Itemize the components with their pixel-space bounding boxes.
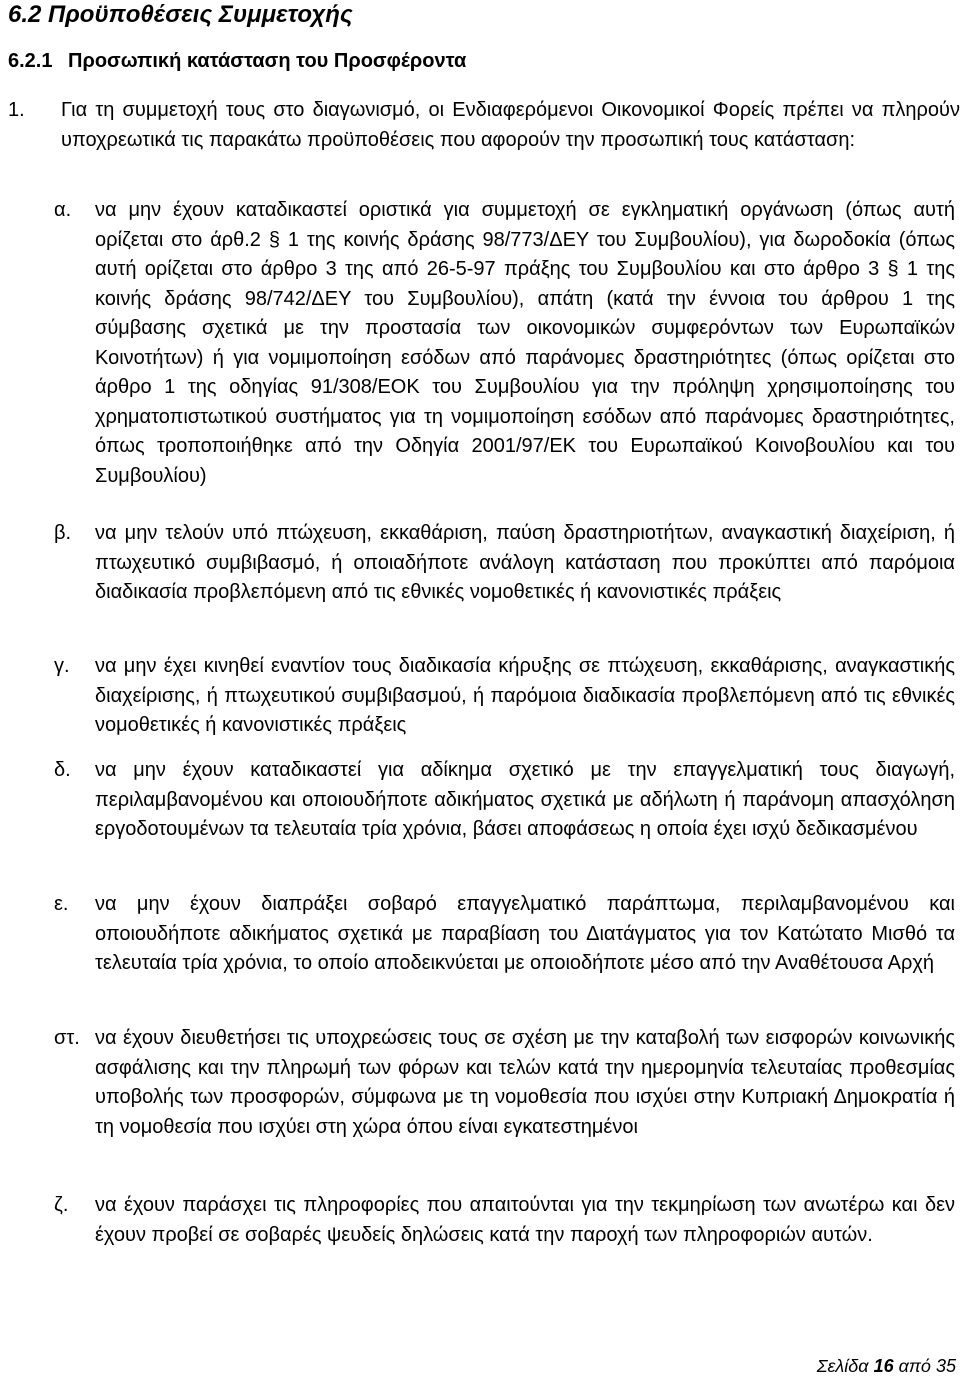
page-number: 16 [873,1356,894,1376]
section-title: Προϋποθέσεις Συμμετοχής [48,1,353,28]
list-item-marker: δ. [54,759,71,781]
of-word: από [898,1356,931,1376]
list-item-text: να μην τελούν υπό πτώχευση, εκκαθάριση, παύση δραστηριοτήτων, αναγκαστική διαχείριση, ή πτωχευτικό συμβιβασμό, ή οποιαδήποτε ανάλογη κατάσταση που προκύπτει από παρόμοια διαδικασία προβλεπόμενη από τις εθνικές νομοθετικές ή κανονιστικές πράξεις [95,522,955,603]
list-item-text: να μην έχουν καταδικαστεί οριστικά για συμμετοχή σε εγκληματική οργάνωση (όπως αυτή ορίζεται στο άρθ.2 § 1 της κοινής δράσης 98/773/ΔΕΥ του Συμβουλίου), για δωροδοκία (όπως αυτή ορίζεται στο άρθρο 3 της από 26-5-97 πράξης του Συμβουλίου και στο άρθρο 3 § 1 της κοινής δράσης 98/742/ΔΕΥ του Συμβουλίου), απάτη (κατά την έννοια του άρθρου 1 της σύμβασης σχετικά με την προστασία των οικονομικών συμφερόντων των Ευρωπαϊκών Κοινοτήτων) ή για νομιμοποίηση εσόδων από παράνομες δραστηριότητες (όπως ορίζεται στο άρθρο 1 της οδηγίας 91/308/ΕΟΚ του Συμβουλίου για την πρόληψη χρησιμοποίησης του χρηματοπιστωτικού συστήματος για τη νομιμοποίηση εσόδων από παράνομες δραστηριότητες, όπως τροποποιήθηκε από την Οδηγία 2001/97/ΕΚ του Ευρωπαϊκού Κοινοβουλίου και του Συμβουλίου) [95,199,955,487]
list-item-text: να έχουν διευθετήσει τις υποχρεώσεις τους σε σχέση με την καταβολή των εισφορών κοινωνικής ασφάλισης και την πληρωμή των φόρων και τελών κατά την ημερομηνία τελευταίας προθεσμίας υποβολής των προσφορών, σύμφωνα με τη νομοθεσία που ισχύει στην Κυπριακή Δημοκρατία ή τη νομοθεσία που ισχύει στη χώρα όπου είναι εγκατεστημένοι [95,1027,955,1138]
list-item [54,756,955,845]
section-number: 6.2 [8,1,42,28]
list-item-marker: β. [54,522,72,544]
list-item [54,196,955,491]
list-item-marker: στ. [54,1027,80,1049]
page-word: Σελίδα [816,1356,869,1376]
subsection-heading [8,47,466,75]
list-item-text: να μην έχουν καταδικαστεί για αδίκημα σχετικό με την επαγγελματική τους διαγωγή, περιλαμβανομένου και οποιουδήποτε αδικήματος σχετικά με αδήλωτη ή παράνομη απασχόληση εργοδοτουμένων τα τελευταία τρία χρόνια, βάσει αποφάσεως η οποία έχει ισχύ δεδικασμένου [95,759,955,840]
list-item [54,1191,955,1250]
subsection-title: Προσωπική κατάσταση του Προσφέροντα [68,50,467,72]
intro-marker: 1. [8,99,25,121]
intro-text: Για τη συμμετοχή τους στο διαγωνισμό, οι Ενδιαφερόμενοι Οικονομικοί Φορείς πρέπει να πληρούν υποχρεωτικά τις παρακάτω προϋποθέσεις που αφορούν την προσωπική τους κατάσταση: [61,99,960,151]
page-footer [817,1355,956,1377]
list-item-text: να μην έχει κινηθεί εναντίον τους διαδικασία κήρυξης σε πτώχευση, εκκαθάρισης, αναγκαστικής διαχείρισης, ή πτωχευτικού συμβιβασμού, ή παρόμοια διαδικασία προβλεπόμενη από τις εθνικές νομοθετικές ή κανονιστικές πράξεις [95,655,955,736]
intro-paragraph [8,96,960,155]
list-item [54,1024,955,1142]
list-item-marker: α. [54,199,72,221]
list-item-marker: ε. [54,893,69,915]
list-item-text: να έχουν παράσχει τις πληροφορίες που απαιτούνται για την τεκμηρίωση των ανωτέρω και δεν έχουν προβεί σε σοβαρές ψευδείς δηλώσεις κατά την παροχή των πληροφοριών αυτών. [95,1194,955,1246]
section-heading [8,0,353,30]
list-item-text: να μην έχουν διαπράξει σοβαρό επαγγελματικό παράπτωμα, περιλαμβανομένου και οποιουδήποτε αδικήματος σχετικά με παραβίαση του Διατάγματος για τον Κατώτατο Μισθό τα τελευταία τρία χρόνια, το οποίο αποδεικνύεται με οποιοδήποτε μέσο από την Αναθέτουσα Αρχή [95,893,955,974]
list-item [54,519,955,608]
list-item [54,890,955,979]
list-item-marker: ζ. [54,1194,69,1216]
total-pages: 35 [935,1356,956,1376]
subsection-number: 6.2.1 [8,50,53,72]
list-item-marker: γ. [54,655,70,677]
list-item [54,652,955,741]
